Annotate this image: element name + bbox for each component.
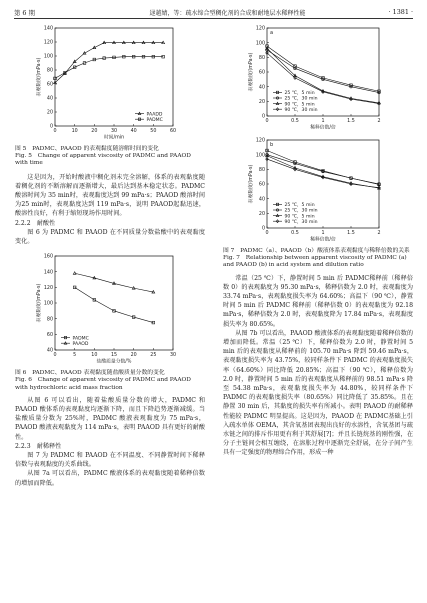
fig6-x-axis-title: 盐酸质量分数/%: [96, 359, 132, 365]
fig7a-legend-label-3: 90 ℃，30 min: [284, 107, 318, 113]
fig7b-series-3-line: [267, 159, 379, 188]
fig5-x-tick-label-6: 60: [169, 129, 177, 134]
fig7a-series-0: [266, 45, 381, 93]
fig7b-y-tick-label-6: 120: [255, 138, 265, 144]
left-paragraph-5: 从图 7a 可以看出，PADMC 酸液体系的表观黏度随着稀释倍数的增加而降低。: [15, 470, 205, 487]
fig7b-y-tick-label-2: 40: [258, 197, 265, 203]
left-column: [15, 22, 205, 600]
left-paragraph-4: 图 7 为 PADMC 和 PAAOD 在不同温度、不同静置时间下稀释倍数与表观黏度的关系曲线。: [15, 452, 205, 469]
fig7a-legend-label-2: 90 ℃，5 min: [284, 102, 315, 108]
fig7b-y-tick-label-4: 80: [258, 167, 265, 173]
fig5-x-tick-label-5: 50: [150, 129, 157, 134]
fig7b-legend-label-3: 90 ℃，30 min: [284, 219, 318, 225]
fig7a-x-tick-label-2: 1: [321, 119, 325, 124]
fig7a-x-tick-label-1: 0.5: [291, 119, 299, 124]
figure-5-caption-en: Fig. 5 Change of apparent viscosity of PADMC and PAAOD with time: [15, 153, 191, 167]
fig5-x-tick-label-2: 20: [91, 129, 98, 134]
fig7b-legend-label-2: 90 ℃，5 min: [284, 214, 315, 220]
section-2-2-3: 2.2.3 耐稀释性: [15, 442, 62, 450]
fig7a-y-tick-label-5: 100: [255, 41, 265, 47]
fig6-x-tick-label-0: 0: [53, 353, 57, 359]
fig5-y-tick-label-6: 120: [43, 40, 53, 46]
fig7a-x-axis-title: 稀释倍数/倍: [310, 125, 336, 131]
header-running-title: 逯越婧，等：疏水缔合型稠化剂的合成和耐地层水稀释性能: [149, 10, 306, 17]
header-rule: [14, 18, 413, 19]
fig7b-series-3: [266, 158, 381, 190]
figure-7a-chart: [223, 22, 413, 134]
header-issue: 第 6 期: [14, 9, 35, 17]
fig5-x-tick-label-4: 40: [130, 129, 137, 134]
fig7b-panel-label: b: [270, 142, 274, 148]
fig7a-y-axis-title: 表观黏度/(mPa·s): [249, 52, 254, 92]
fig7a-x-tick-label-4: 2: [377, 119, 381, 124]
fig5-series-0: [54, 41, 165, 83]
fig7a-series-2: [266, 47, 381, 104]
fig6-y-tick-label-2: 80: [46, 317, 53, 323]
fig7a-legend-label-1: 25 ℃，30 min: [284, 96, 318, 102]
fig5-y-tick-label-0: 0: [49, 124, 53, 130]
fig6-legend-label-0: PADMC: [72, 336, 89, 342]
figure-7b-chart: [223, 134, 413, 246]
fig5-y-tick-label-2: 40: [46, 96, 53, 102]
fig7a-y-tick-label-0: 0: [261, 114, 265, 120]
fig5-y-axis-title: 表观黏度/(mPa·s): [37, 57, 42, 97]
figure-5-caption-cn: 图 5 PADMC、PAAOD 的表观黏度随溶解时间的变化: [15, 146, 159, 152]
left-paragraph-2: 图 6 为 PADMC 和 PAAOD 在不同质量分数盐酸中的表观黏度变化。: [15, 228, 205, 246]
fig7a-series-1: [266, 49, 381, 97]
fig7b-y-tick-label-0: 0: [261, 226, 265, 232]
figure-6-caption-en: Fig. 6 Change of apparent viscosity of PADMC and PAAOD with hydrochloric acid mass fraction: [15, 377, 191, 391]
fig7a-y-tick-label-3: 60: [258, 70, 265, 76]
fig5-y-tick-label-5: 100: [43, 54, 53, 60]
figure-6-chart: [15, 250, 205, 368]
fig5-series-0-line: [55, 43, 163, 83]
fig5-y-tick-label-7: 140: [43, 26, 53, 32]
figure-7: [223, 22, 413, 270]
fig5-x-tick-label-1: 10: [71, 129, 78, 134]
fig6-series-1-point-0: [73, 272, 76, 275]
fig7a-y-tick-label-2: 40: [258, 85, 265, 91]
fig6-y-tick-label-3: 100: [43, 301, 53, 307]
fig7a-legend-label-0: 25 ℃，5 min: [284, 91, 315, 97]
figure-6: [15, 250, 205, 392]
fig7a-x-tick-label-3: 1.5: [347, 119, 355, 124]
fig7a-series-0-line: [267, 46, 379, 91]
fig5-y-tick-label-1: 20: [46, 110, 53, 116]
left-paragraph-1: 这是因为，开始时酸液中稠化剂未完全溶解，体系的表观黏度随着稠化剂的不断溶解而逐渐增大，最后达到基本稳定状态。PADMC 酸溶时间为 35 min时，表观黏度达到 99 mPa·s；PAAOD 酸溶时间为25 min时，表观黏度达到 119 mPa·s，说明 PAAOD起黏迅速，酸溶性良好，有利于缩短现场作用时间。: [15, 173, 205, 218]
figure-5: [15, 22, 205, 168]
fig6-x-tick-label-5: 25: [150, 353, 157, 359]
fig5-x-tick-label-0: 0: [53, 129, 57, 134]
fig5-x-axis-title: 时间/min: [103, 135, 125, 141]
fig7b-legend-label-1: 25 ℃，30 min: [284, 208, 318, 214]
figure-7-caption-cn: 图 7 PADMC（a）、PAAOD（b）酸液体系表观黏度与稀释倍数的关系: [223, 248, 410, 254]
figure-5-chart: [15, 22, 205, 144]
fig7b-y-tick-label-1: 20: [258, 211, 265, 217]
fig6-x-tick-label-6: 30: [169, 353, 177, 359]
fig6-y-tick-label-1: 60: [46, 333, 53, 339]
fig6-x-tick-label-4: 20: [130, 353, 137, 359]
fig7b-y-axis-title: 表观黏度/(mPa·s): [249, 164, 254, 204]
fig7b-x-tick-label-1: 0.5: [291, 231, 299, 236]
fig6-x-tick-label-3: 15: [110, 353, 118, 359]
fig6-x-tick-label-2: 10: [91, 353, 98, 359]
fig7b-series-0: [266, 149, 381, 186]
fig7a-y-tick-label-4: 80: [258, 55, 265, 61]
figure-7-caption-en: Fig. 7 Relationship between apparent viscosity of PADMC (a) and PAAOD (b) in acid system and dilution ratio: [223, 255, 407, 269]
fig5-y-tick-label-4: 80: [46, 68, 53, 74]
fig5-x-tick-label-3: 30: [110, 129, 118, 134]
fig6-y-tick-label-0: 40: [46, 348, 53, 354]
fig7a-y-tick-label-1: 20: [258, 99, 265, 105]
fig7b-x-tick-label-3: 1.5: [347, 231, 355, 236]
fig6-y-axis-title: 表观黏度/(mPa·s): [37, 283, 42, 323]
left-paragraph-3: 从图 6 可以看出，随着盐酸质量分数的增大，PADMC 和 PAAOD 酸体系的表观黏度均逐渐下降，而且下降趋势逐渐减缓。当盐酸质量分数为 25%时，PADMC 酸液表观黏度为 75 mPa·s，PAAOD 酸液表观黏度为 114 mPa·s，表明 PAAOD 具有更好的耐酸性。: [15, 396, 205, 441]
fig7a-y-tick-label-6: 120: [255, 26, 265, 32]
figure-6-caption: [15, 370, 205, 392]
figure-6-caption-cn: 图 6 PADMC、PAAOD 表观黏度随盐酸质量分数的变化: [15, 370, 165, 377]
fig6-y-tick-label-5: 140: [43, 270, 53, 276]
right-column: [223, 22, 413, 600]
fig6-y-tick-label-4: 120: [43, 286, 53, 292]
fig6-series-1: [73, 272, 155, 293]
fig5-series-1-line: [55, 57, 163, 79]
right-paragraph-1: 常温（25 ℃）下，静置时间 5 min 后 PADMC稀释前（稀释倍数 0）的表观黏度为 95.30 mPa·s，稀释倍数为 2.0 时，表观黏度为 33.74 mPa·s，表观黏度损失率为 64.60%；高温下（90 ℃），静置时间 5 min 后 PADMC 稀释前（稀释倍数 0）的表观黏度为 92.18 mPa·s，稀释倍数为 2.0 时，表观黏度降为 17.84 mPa·s，表观黏度损失率为 80.65%。: [223, 274, 413, 328]
fig6-legend-label-1: PAAOD: [72, 342, 89, 348]
fig5-legend-label-1: PADMC: [146, 117, 163, 123]
right-paragraph-2: 从图 7b 可以看出，PAAOD 酸液体系的表观黏度随着稀释倍数的增加而降低。常温（25 ℃）下，稀释倍数为 2.0 时，静置时间 5 min 后的表观黏度从稀释前的 105.70 mPa·s 降到 59.46 mPa·s，表观黏度损失率为 43.75%，较同样条件下 PADMC 的表观黏度损失率（64.60%）同比降低 20.85%；高温下（90 ℃），稀释倍数为 2.0 时，静置时间 5 min 后的表观黏度从稀释前的 98.51 mPa·s 降至 54.38 mPa·s，表观黏度损失率为 44.80%，较同样条件下 PADMC 的表观黏度损失率（80.65%）同比降低了 35.85%。且在静置 30 min 后，其黏度的损失率有所减小。表明 PAAOD 的耐稀释性能较 PADMC 明显提高。这是因为，PAAOD 在 PADMC基础上引入疏水单体 OEMA，其含氧基团表现出良好的水溶性，含氧基团与疏水链之间的排斥作用更有利于其舒展[?]；并且长链烷基的刚性强，在分子主链间会相互缠绕，在溶胀过程中逐渐完全舒展，在分子间产生具有一定强度的物理缔合作用，形成一种: [223, 329, 413, 457]
fig7b-legend-label-0: 25 ℃，5 min: [284, 203, 315, 209]
fig6-series-1-line: [75, 273, 154, 292]
header-page-number: · 1381 ·: [388, 8, 413, 16]
section-2-2-2: 2.2.2 耐酸性: [15, 219, 56, 227]
fig7a-series-1-line: [267, 50, 379, 93]
figure-5-caption: [15, 146, 205, 168]
fig7a-x-tick-label-0: 0: [265, 119, 269, 124]
fig7b-x-tick-label-2: 1: [321, 231, 325, 236]
fig6-x-tick-label-1: 5: [73, 353, 77, 359]
fig7b-y-tick-label-5: 100: [255, 153, 265, 159]
fig6-series-0: [73, 286, 154, 324]
fig6-series-0-line: [75, 288, 154, 323]
fig5-series-1: [54, 55, 165, 79]
fig7b-x-axis-title: 稀释倍数/倍: [310, 237, 336, 243]
fig7b-x-tick-label-0: 0: [265, 231, 269, 236]
fig5-y-tick-label-3: 60: [46, 82, 53, 88]
fig6-y-tick-label-6: 160: [43, 254, 53, 260]
fig7b-y-tick-label-3: 60: [258, 182, 265, 188]
fig5-legend-label-0: PAADD: [146, 112, 163, 118]
fig7a-panel-label: a: [270, 30, 274, 36]
fig7b-x-tick-label-4: 2: [377, 231, 381, 236]
figure-7-caption: [223, 248, 413, 270]
